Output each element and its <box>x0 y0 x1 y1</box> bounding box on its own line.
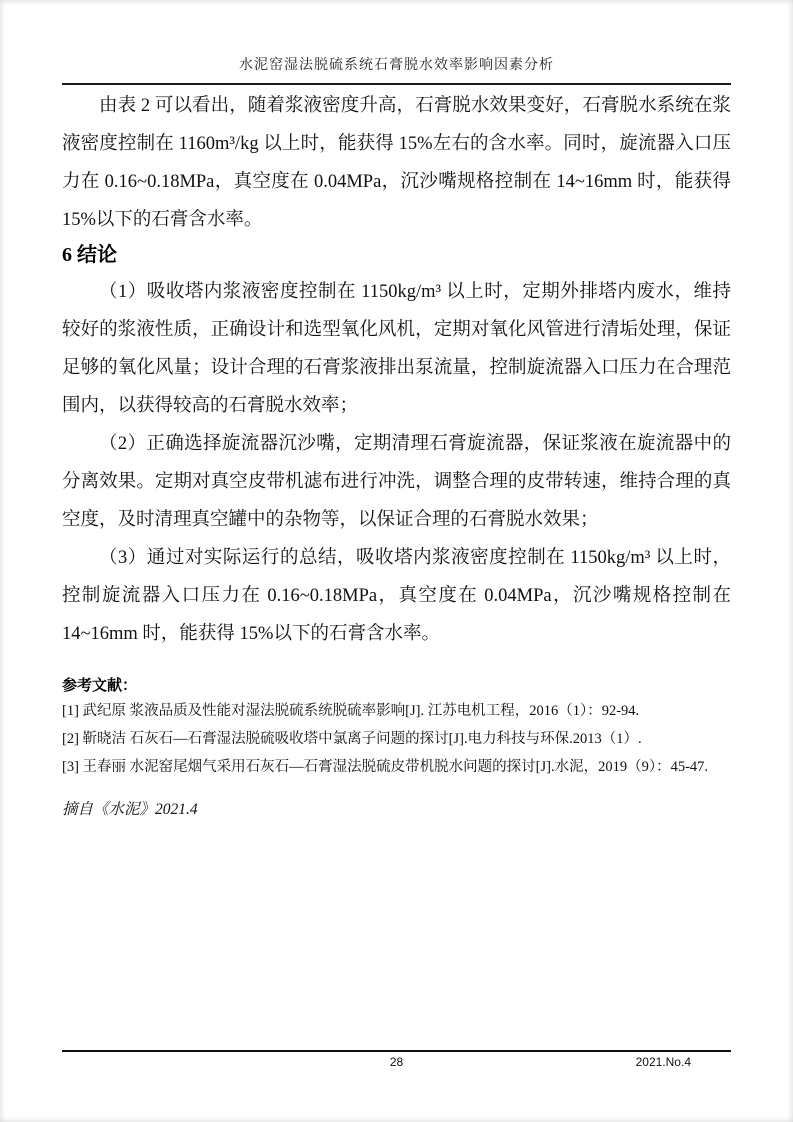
paragraph-conclusion-3: （3）通过对实际运行的总结，吸收塔内浆液密度控制在 1150kg/m³ 以上时，控制旋流器入口压力在 0.16~0.18MPa，真空度在 0.04MPa，沉沙嘴规格控制在 14~16mm 时，能获得 15%以下的石膏含水率。 <box>62 548 731 644</box>
footer-row <box>62 1055 731 1071</box>
references-section <box>62 675 731 781</box>
page-footer <box>62 1050 731 1071</box>
reference-item: [2] 靳晓洁 石灰石—石膏湿法脱硫吸收塔中氯离子问题的探讨[J].电力科技与环保.2013（1）. <box>62 731 642 747</box>
section-heading-conclusion: 6 结论 <box>62 244 117 266</box>
paragraph-conclusion-2: （2）正确选择旋流器沉沙嘴，定期清理石膏旋流器，保证浆液在旋流器中的分离效果。定期对真空皮带机滤布进行冲洗，调整合理的皮带转速，维持合理的真空度，及时清理真空罐中的杂物等，以保证合理的石膏脱水效果； <box>62 434 731 530</box>
running-header-title: 水泥窑湿法脱硫系统石膏脱水效率影响因素分析 <box>239 58 554 73</box>
paragraph-conclusion-1: （1）吸收塔内浆液密度控制在 1150kg/m³ 以上时，定期外排塔内废水，维持较好的浆液性质，正确设计和选型氧化风机，定期对氧化风管进行清垢处理，保证足够的氧化风量；设计合理的石膏浆液排出泵流量，控制旋流器入口压力在合理范围内，以获得较高的石膏脱水效率； <box>62 282 731 416</box>
paragraph-intro: 由表 2 可以看出，随着浆液密度升高，石膏脱水效果变好，石膏脱水系统在浆液密度控制在 1160m³/kg 以上时，能获得 15%左右的含水率。同时，旋流器入口压力在 0.16~0.18MPa，真空度在 0.04MPa，沉沙嘴规格控制在 14~16mm 时，能获得 15%以下的石膏含水率。 <box>62 96 731 230</box>
footer-rule <box>62 1050 731 1052</box>
header-rule <box>62 83 731 85</box>
body-text <box>62 87 731 653</box>
reference-item: [3] 王春丽 水泥窑尾烟气采用石灰石—石膏湿法脱硫皮带机脱水问题的探讨[J].水泥，2019（9）：45-47. <box>62 759 709 775</box>
reference-item: [1] 武纪原 浆液品质及性能对湿法脱硫系统脱硫率影响[J]. 江苏电机工程，2016（1）：92-94. <box>62 703 640 719</box>
issue-label: 2021.No.4 <box>635 1055 691 1069</box>
page-number: 28 <box>389 1055 404 1069</box>
references-heading: 参考文献： <box>62 678 138 694</box>
source-note: 摘自《水泥》2021.4 <box>62 801 198 818</box>
